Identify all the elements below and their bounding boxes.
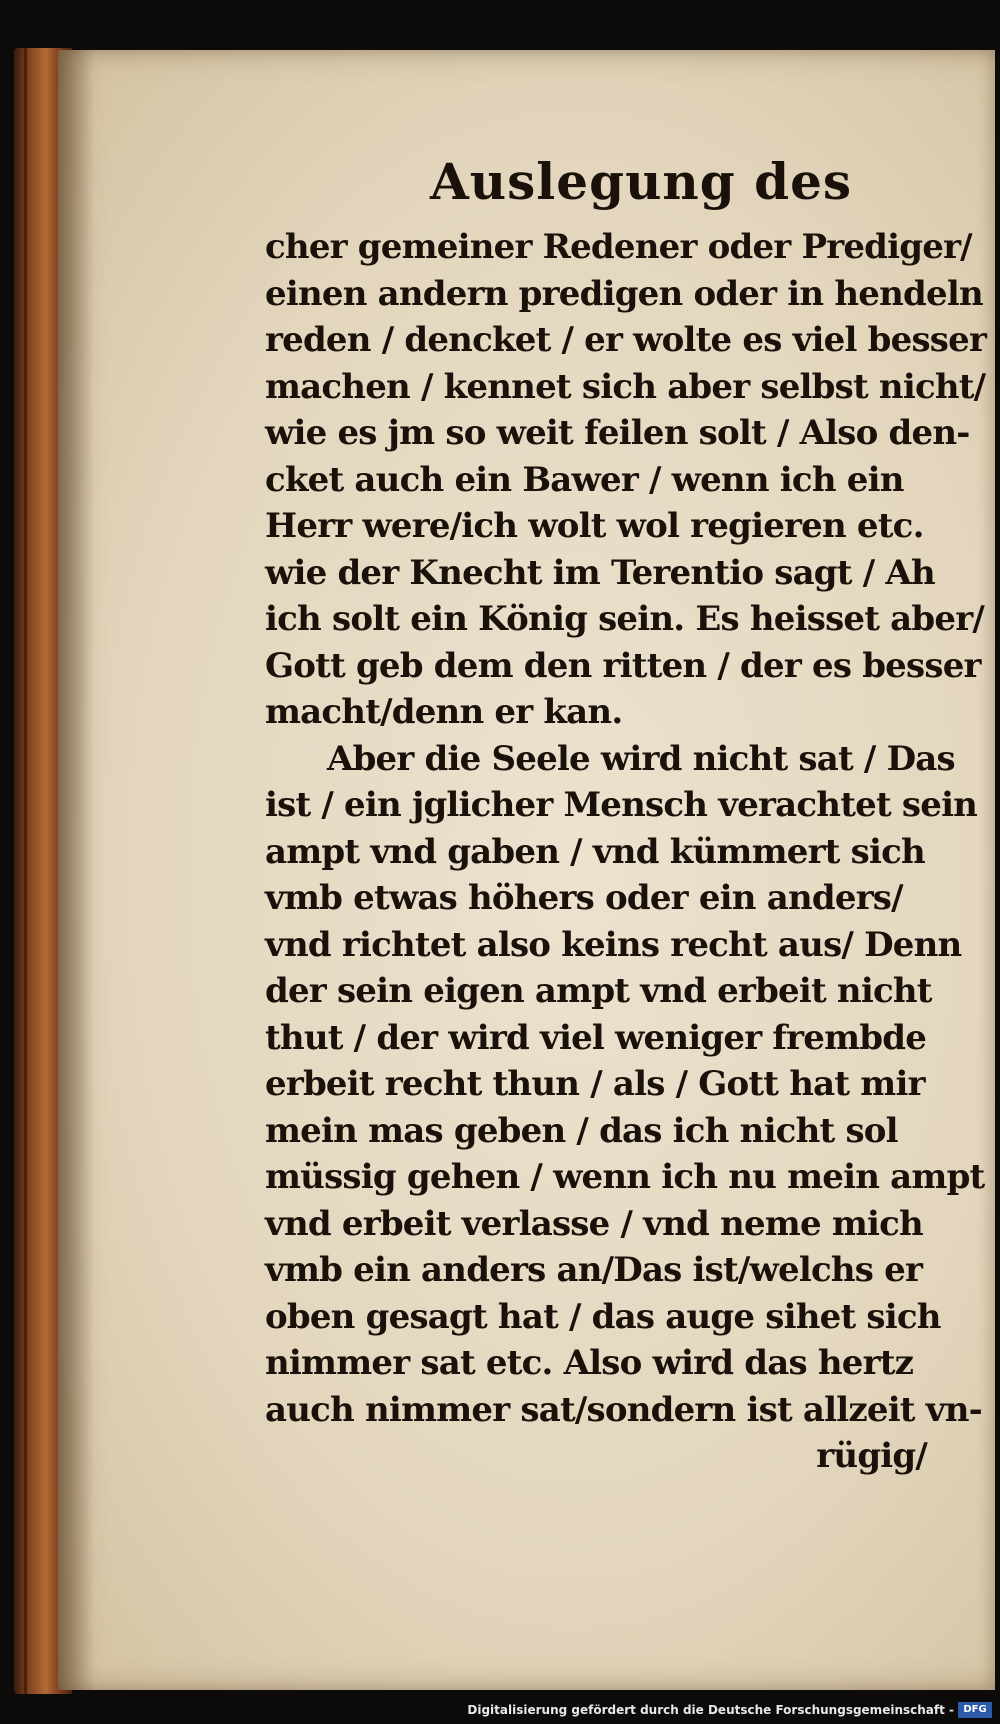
text-line: ich solt ein König sein. Es heisset aber/ [265,599,984,639]
text-line: vmb ein anders an/Das ist/welchs er [265,1250,923,1290]
text-line: mein mas geben / das ich nicht sol [265,1110,898,1151]
catchword: rügig/ [816,1436,927,1476]
text-line: Herr were/ich wolt wol regieren etc. [265,506,924,546]
digitization-footer [0,1698,1000,1724]
text-line: thut / der wird viel weniger frembde [265,1017,927,1058]
text-line: einen andern predigen oder in hendeln [265,273,983,314]
text-line: cher gemeiner Redener oder Prediger/ [265,227,972,267]
text-line: machen / kennet sich aber selbst nicht/ [265,366,986,407]
body-text [265,224,987,1480]
text-line: oben gesagt hat / das auge sihet sich [265,1296,941,1337]
text-line: nimmer sat etc. Also wird das hertz [265,1343,914,1383]
text-line: vnd erbeit verlasse / vnd neme mich [265,1203,923,1244]
text-line: auch nimmer sat/sondern ist allzeit vn- [265,1389,982,1430]
funding-credit: Digitalisierung gefördert durch die Deutsche Forschungsgemeinschaft - [467,1703,954,1717]
text-line: wie der Knecht im Terentio sagt / Ah [265,552,935,593]
text-line: ampt vnd gaben / vnd kümmert sich [265,831,925,872]
text-line: vmb etwas höhers oder ein anders/ [265,878,903,918]
text-line: ist / ein jglicher Mensch verachtet sein [265,785,978,825]
text-line: erbeit recht thun / als / Gott hat mir [265,1064,925,1104]
text-line: der sein eigen ampt vnd erbeit nicht [265,971,932,1011]
text-line: cket auch ein Bawer / wenn ich ein [265,459,904,500]
running-head: Auslegung des [430,152,853,211]
text-line: wie es jm so weit feilen solt / Also den- [265,413,970,453]
text-line: Gott geb dem den ritten / der es besser [265,645,981,686]
paragraph-start-line: Aber die Seele wird nicht sat / Das [327,738,955,779]
dfg-logo-icon: DFG [958,1702,992,1718]
text-line: müssig gehen / wenn ich nu mein ampt [265,1157,985,1197]
text-line: vnd richtet also keins recht aus/ Denn [265,924,962,965]
text-line: reden / dencket / er wolte es viel besser [265,320,987,360]
text-line: macht/denn er kan. [265,692,623,732]
gutter-shadow [58,50,94,1690]
